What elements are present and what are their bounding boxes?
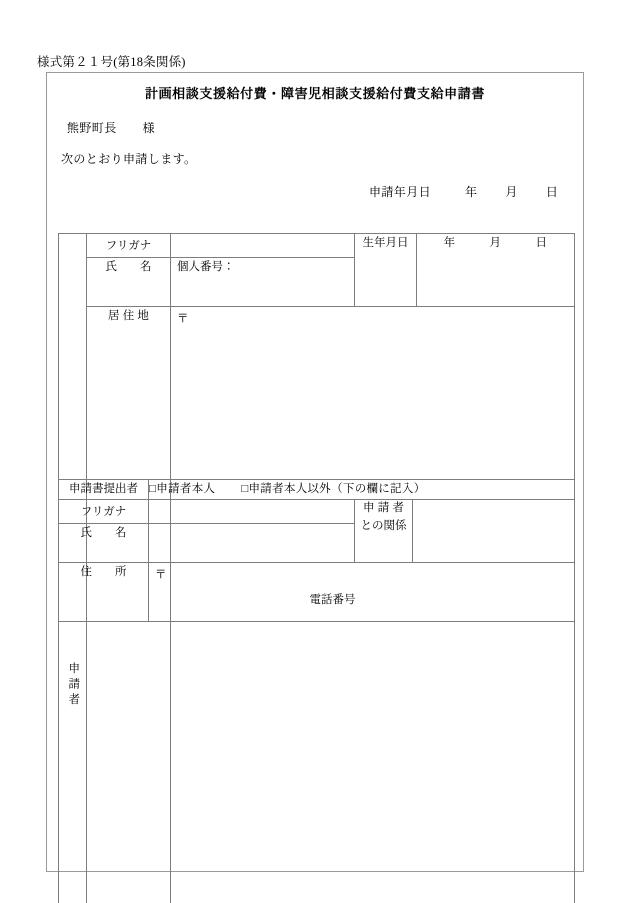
applicant-name-label: 氏 名 [87,258,171,307]
table-row [59,234,575,258]
applicant-furigana-value[interactable] [171,234,355,258]
submitter-relation-label-cell [355,500,413,563]
addressee-line [67,119,155,136]
table-row [59,500,575,524]
table-row [59,563,575,592]
applicant-group-label: 申請者 [67,662,80,709]
submitter-checkbox-cell[interactable] [149,480,575,500]
applicant-name-value[interactable] [171,258,355,307]
application-date-day: 日 [545,185,559,199]
submitter-name-value[interactable] [149,524,355,563]
submitter-postal-mark: 〒 [155,569,167,581]
application-date-month: 月 [505,185,518,199]
applicant-birth-label: 生年月日 [355,234,417,307]
addressee-honorific: 様 [142,121,156,135]
submitter-relation-label-line1: 申 請 者 [363,502,404,514]
submitter-relation-label-line2: との関係 [360,519,407,532]
submitter-address-label: 住 所 [59,563,149,622]
blank-area [47,633,583,871]
applicant-birth-month: 月 [489,237,502,249]
checkbox-applicant-other[interactable]: □申請者本人以外（下の欄に記入） [241,483,426,495]
submitter-phone-label: 電話番号 [309,594,356,606]
submitter-name-label: 氏 名 [59,524,149,563]
application-date-label: 申請年月日 [369,185,432,199]
submitter-address-value[interactable] [149,563,575,592]
applicant-birth-value[interactable] [417,234,575,307]
applicant-furigana-label: フリガナ [87,234,171,258]
application-date-line [369,183,558,200]
submitter-relation-value[interactable] [413,500,575,563]
applicant-postal-mark: 〒 [177,313,189,325]
addressee-name: 熊野町長 [67,121,117,135]
submitter-phone-cell[interactable] [149,591,575,622]
application-date-year: 年 [465,185,478,199]
submitter-furigana-value[interactable] [149,500,355,524]
checkbox-applicant-self[interactable]: □申請者本人 [149,483,216,495]
submitter-header-label: 申請書提出者 [59,480,149,500]
page-title: 計画相談支援給付費・障害児相談支援給付費支給申請書 [144,86,485,101]
page-frame [46,72,584,872]
applicant-birth-year: 年 [443,237,456,249]
applicant-birth-day: 日 [535,237,548,249]
applicant-mynumber-label: 個人番号： [177,261,235,273]
applicant-residence-label: 居 住 地 [87,307,171,903]
table-row [59,480,575,500]
form-number: 様式第２１号(第18条関係) [37,55,186,69]
submitter-furigana-label: フリガナ [59,500,149,524]
intro-text: 次のとおり申請します。 [61,152,197,166]
submitter-table [58,479,575,622]
